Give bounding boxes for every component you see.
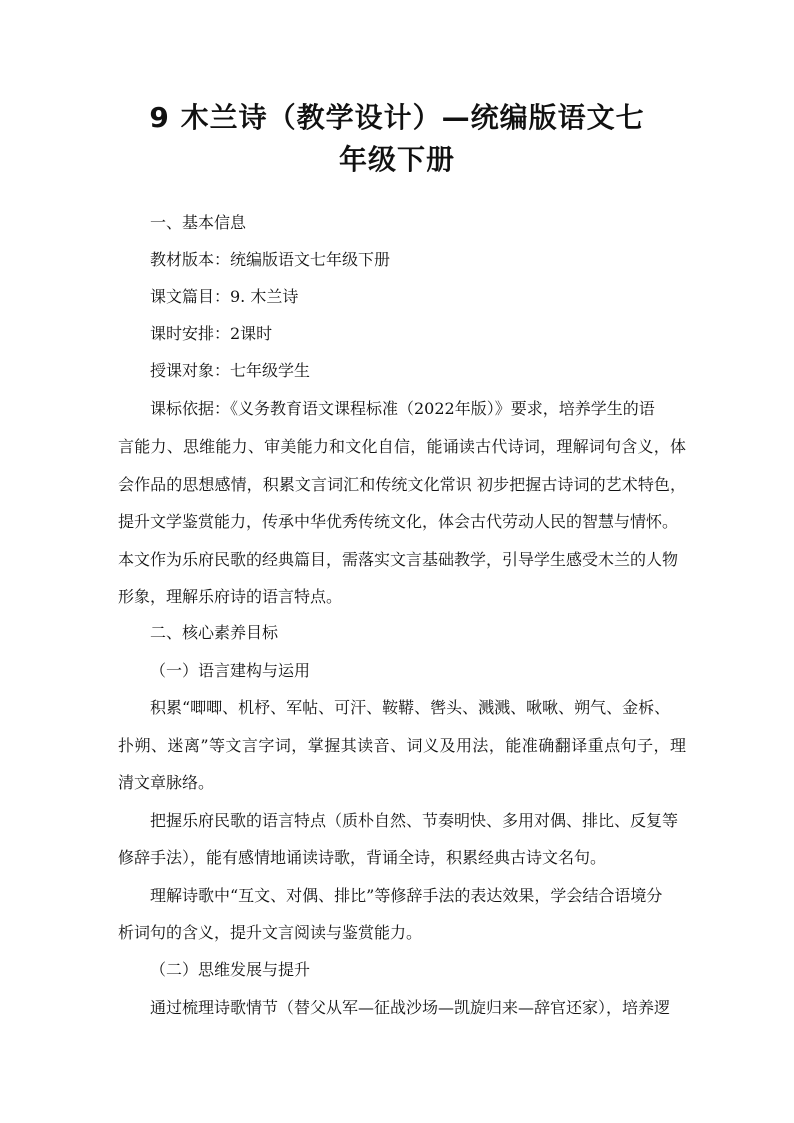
section-heading-core-literacy: 二、核心素养目标	[150, 623, 279, 642]
audience-line: 授课对象：七年级学生	[150, 361, 311, 380]
curriculum-basis-line-3: 会作品的思想感情，积累文言词汇和传统文化常识 初步把握古诗词的艺术特色，	[118, 475, 686, 494]
language-para2-line-2: 修辞手法），能有感情地诵读诗歌，背诵全诗，积累经典古诗文名句。	[118, 848, 607, 867]
language-para2-line-1: 把握乐府民歌的语言特点（质朴自然、节奏明快、多用对偶、排比、反复等	[150, 811, 679, 830]
section-heading-basic-info: 一、基本信息	[150, 213, 247, 232]
curriculum-basis-line-5: 本文作为乐府民歌的经典篇目，需落实文言基础教学，引导学生感受木兰的人物	[118, 550, 679, 569]
document-title-line-2: 年级下册	[338, 143, 455, 176]
subsection-heading-thinking: （二）思维发展与提升	[150, 960, 311, 979]
textbook-version-line: 教材版本：统编版语文七年级下册	[150, 250, 391, 269]
language-para1-line-1: 积累“唧唧、机杼、军帖、可汗、鞍鞯、辔头、溅溅、啾啾、朔气、金柝、	[150, 698, 671, 717]
curriculum-basis-line-6: 形象，理解乐府诗的语言特点。	[118, 587, 343, 606]
curriculum-basis-line-4: 提升文学鉴赏能力，传承中华优秀传统文化，体会古代劳动人民的智慧与情怀。	[118, 512, 679, 531]
subsection-heading-language: （一）语言建构与运用	[150, 661, 311, 680]
class-hours-line: 课时安排：2课时	[150, 324, 273, 343]
language-para3-line-1: 理解诗歌中“互文、对偶、排比”等修辞手法的表达效果，学会结合语境分	[150, 886, 663, 905]
curriculum-basis-line-1: 课标依据：《义务教育语文课程标准（2022年版）》要求，培养学生的语	[150, 399, 655, 418]
document-title-line-1: 9 木兰诗（教学设计）—统编版语文七	[149, 101, 645, 134]
thinking-para1-line-1: 通过梳理诗歌情节（替父从军—征战沙场—凯旋归来—辞官还家），培养逻	[150, 998, 671, 1017]
language-para3-line-2: 析词句的含义，提升文言阅读与鉴赏能力。	[118, 923, 423, 942]
language-para1-line-3: 清文章脉络。	[118, 773, 215, 792]
language-para1-line-2: 扑朔、迷离”等文言字词，掌握其读音、词义及用法，能准确翻译重点句子，理	[118, 736, 686, 755]
lesson-title-line: 课文篇目：9. 木兰诗	[150, 287, 299, 306]
curriculum-basis-line-2: 言能力、思维能力、审美能力和文化自信，能诵读古代诗词，理解词句含义，体	[118, 437, 686, 456]
